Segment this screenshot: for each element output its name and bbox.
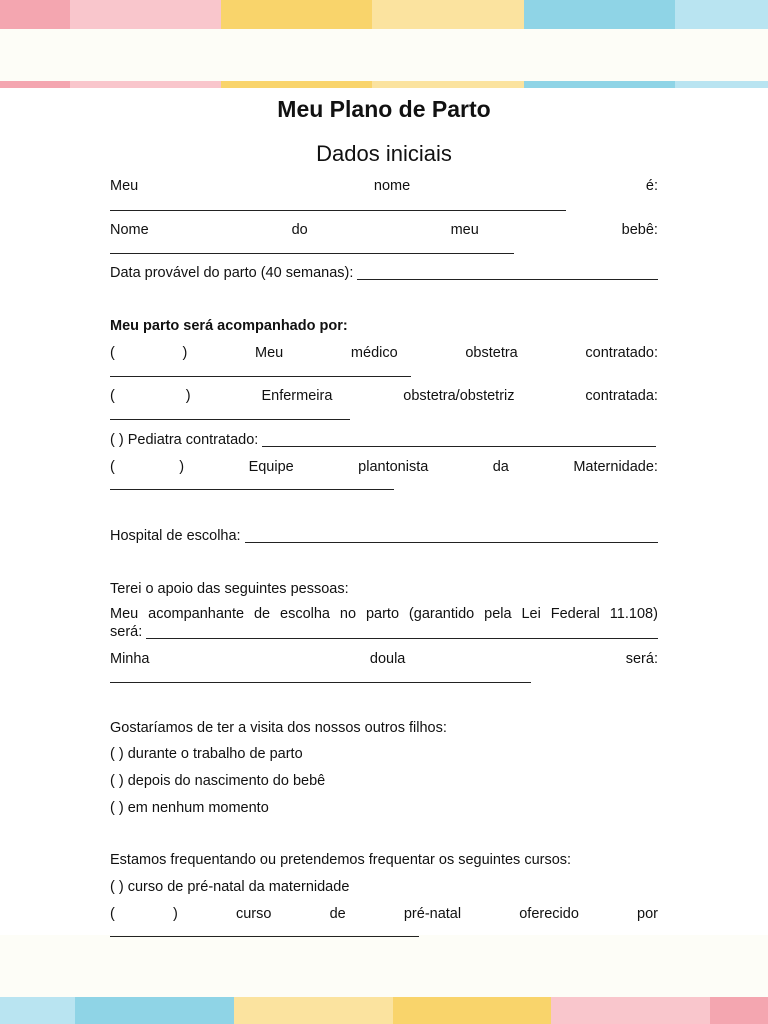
team-word: ) <box>179 459 185 475</box>
due-date-blank[interactable] <box>357 265 658 280</box>
visits-option-none[interactable]: ( ) em nenhum momento <box>110 800 269 816</box>
nurse-word: obstetra/obstetriz <box>403 388 515 404</box>
doula-line <box>110 651 658 667</box>
doula-word: doula <box>369 651 406 667</box>
visits-option-during[interactable]: ( ) durante o trabalho de parto <box>110 746 303 762</box>
course-word: de <box>329 906 346 922</box>
footer-band <box>0 935 768 997</box>
nurse-word: ( <box>110 388 115 404</box>
name-answer-line[interactable] <box>110 210 566 211</box>
doctor-answer-line[interactable] <box>110 376 411 377</box>
team-line <box>110 459 658 475</box>
course-word: ( <box>110 906 115 922</box>
companion-word: parto <box>365 606 400 622</box>
name-word: é: <box>645 178 658 194</box>
due-date-line[interactable] <box>110 265 658 281</box>
course-word: oferecido <box>519 906 579 922</box>
course-word: por <box>637 906 658 922</box>
team-word: Equipe <box>248 459 294 475</box>
companion-blank[interactable] <box>146 624 658 639</box>
doctor-word: obstetra <box>465 345 518 361</box>
companion-word: acompanhante <box>148 606 245 622</box>
companion-cont-label: será: <box>110 624 143 640</box>
companion-word: Lei <box>521 606 541 622</box>
doula-word: será: <box>625 651 658 667</box>
team-word: plantonista <box>358 459 429 475</box>
companion-word: no <box>339 606 357 622</box>
baby-word: meu <box>450 222 479 238</box>
baby-name-answer-line[interactable] <box>110 253 514 254</box>
header-band <box>0 29 768 81</box>
team-word: Maternidade: <box>573 459 658 475</box>
companion-word: de <box>253 606 271 622</box>
hospital-blank[interactable] <box>245 528 658 543</box>
pediatrician-blank[interactable] <box>262 432 656 447</box>
course-other-answer-line[interactable] <box>110 936 419 937</box>
companion-word: Federal <box>550 606 600 622</box>
course-word: pré-natal <box>403 906 462 922</box>
companion-cont-line[interactable] <box>110 624 658 640</box>
name-word: nome <box>373 178 411 194</box>
companions-heading: Meu parto será acompanhado por: <box>110 318 348 334</box>
companion-line <box>110 606 658 622</box>
baby-name-line <box>110 222 658 238</box>
team-word: da <box>492 459 509 475</box>
course-other-line <box>110 906 658 922</box>
document-title: Meu Plano de Parto <box>277 96 491 122</box>
companion-word: pela <box>484 606 512 622</box>
doctor-word: ) <box>182 345 188 361</box>
nurse-word: Enfermeira <box>261 388 333 404</box>
companion-word: (garantido <box>408 606 475 622</box>
hospital-line[interactable] <box>110 528 658 544</box>
course-option-maternity[interactable]: ( ) curso de pré-natal da maternidade <box>110 879 350 895</box>
hospital-label: Hospital de escolha: <box>110 528 241 544</box>
name-line <box>110 178 658 194</box>
baby-word: bebê: <box>621 222 658 238</box>
doula-word: Minha <box>110 651 150 667</box>
nurse-word: ) <box>185 388 191 404</box>
thin-color-stripes <box>0 81 768 88</box>
visits-heading: Gostaríamos de ter a visita dos nossos outros filhos: <box>110 720 447 736</box>
companion-word: 11.108) <box>609 606 658 622</box>
visits-option-after[interactable]: ( ) depois do nascimento do bebê <box>110 773 326 789</box>
doctor-word: ( <box>110 345 115 361</box>
pediatrician-label: ( ) Pediatra contratado: <box>110 432 259 448</box>
top-color-stripes <box>0 0 768 29</box>
companion-word: escolha <box>280 606 330 622</box>
due-date-label: Data provável do parto (40 semanas): <box>110 265 354 281</box>
doula-answer-line[interactable] <box>110 682 531 683</box>
support-heading: Terei o apoio das seguintes pessoas: <box>110 581 349 597</box>
doctor-word: contratado: <box>585 345 658 361</box>
doctor-word: médico <box>350 345 398 361</box>
section-title: Dados iniciais <box>316 141 452 166</box>
name-word: Meu <box>110 178 139 194</box>
baby-word: Nome <box>110 222 149 238</box>
nurse-answer-line[interactable] <box>110 419 350 420</box>
team-answer-line[interactable] <box>110 489 394 490</box>
course-word: curso <box>235 906 272 922</box>
pediatrician-line[interactable] <box>110 432 656 448</box>
companion-word: Meu <box>110 606 139 622</box>
team-word: ( <box>110 459 115 475</box>
nurse-line <box>110 388 658 404</box>
bottom-color-stripes <box>0 997 768 1024</box>
nurse-word: contratada: <box>585 388 658 404</box>
courses-heading: Estamos frequentando ou pretendemos frequentar os seguintes cursos: <box>110 852 572 868</box>
course-word: ) <box>172 906 178 922</box>
doctor-line <box>110 345 658 361</box>
baby-word: do <box>291 222 308 238</box>
doctor-word: Meu <box>255 345 284 361</box>
